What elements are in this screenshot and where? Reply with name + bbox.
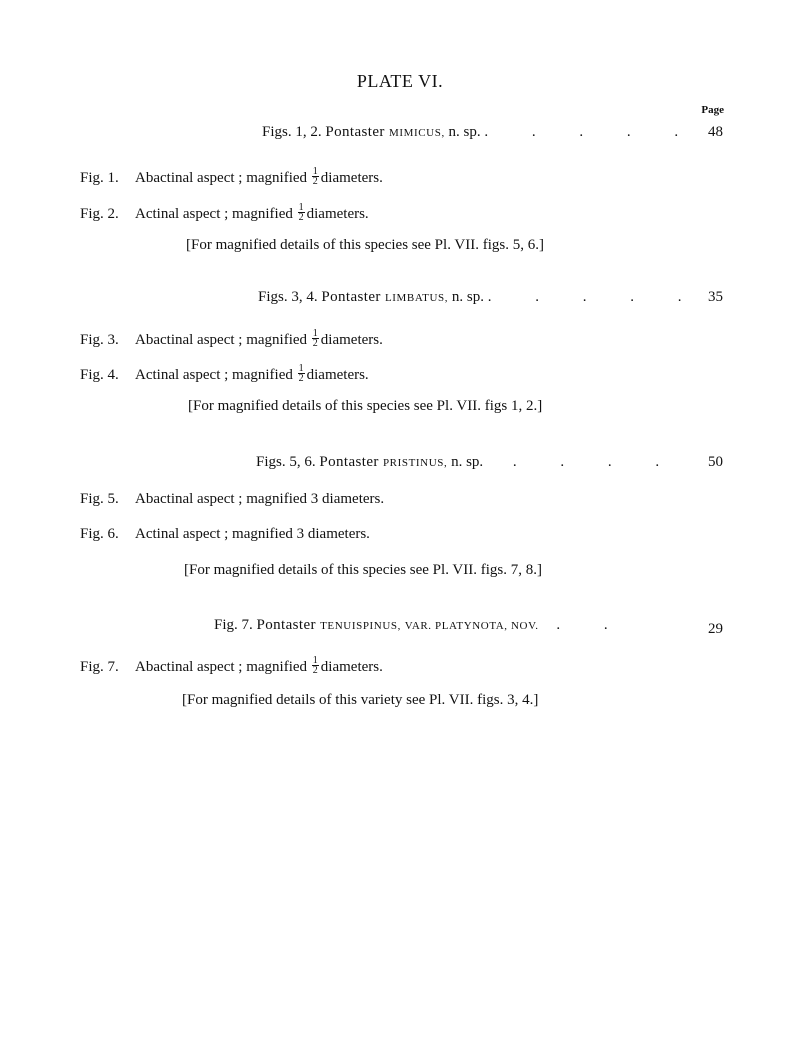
variety-suffix — [405, 617, 539, 633]
figs-label: Fig. 7. — [214, 617, 253, 633]
figure-line — [80, 656, 383, 676]
figure-label: Fig. 6. — [80, 526, 119, 542]
figure-line — [80, 167, 383, 187]
species-epithet: TENUISPINUS, — [320, 620, 401, 632]
magnified-word: magnified — [246, 332, 308, 348]
species-epithet: LIMBATUS, — [384, 292, 449, 304]
magnified-word: magnified — [232, 526, 293, 542]
figure-line — [80, 364, 369, 384]
page-number: 48 — [708, 124, 723, 140]
species-suffix: VAR. PLATYNOTA, NOV. — [404, 620, 539, 632]
figs-label: Figs. 3, 4. — [258, 289, 318, 305]
species-suffix: n. sp. — [451, 289, 484, 305]
fraction-one-half — [312, 167, 319, 186]
species-name — [321, 289, 448, 305]
magnification-value: 3 — [296, 526, 305, 542]
diameters-word: diameters. — [322, 491, 385, 507]
figure-label: Fig. 2. — [80, 206, 119, 222]
frac-numerator: 1 — [312, 655, 318, 666]
page-number: 29 — [708, 621, 723, 637]
species-epithet: MIMICUS, — [388, 127, 445, 139]
figure-label: Fig. 5. — [80, 491, 119, 507]
diameters-word: diameters. — [306, 206, 369, 222]
frac-denominator: 2 — [312, 176, 318, 187]
figure-aspect: Abactinal aspect ; — [135, 491, 243, 507]
diameters-word: diameters. — [320, 659, 383, 675]
frac-numerator: 1 — [298, 202, 304, 213]
figure-aspect: Abactinal aspect ; — [135, 332, 243, 348]
dot-leader: . . . . . — [487, 289, 702, 305]
frac-denominator: 2 — [312, 665, 318, 676]
page-number: 50 — [708, 454, 723, 470]
species-name — [325, 124, 444, 140]
magnified-word: magnified — [232, 367, 293, 383]
details-note: [For magnified details of this species see Pl. VII. figs 1, 2.] — [188, 398, 543, 414]
magnified-word: magnified — [232, 206, 293, 222]
frac-numerator: 1 — [298, 363, 304, 374]
figure-aspect: Actinal aspect ; — [135, 367, 229, 383]
plate-title: PLATE VI. — [356, 71, 444, 91]
diameters-word: diameters. — [307, 526, 370, 542]
species-name — [319, 454, 447, 470]
figure-aspect: Abactinal aspect ; — [135, 659, 243, 675]
section-heading-2 — [258, 289, 701, 306]
genus-name: Pontaster — [256, 617, 316, 633]
fraction-one-half — [312, 329, 319, 348]
magnified-word: magnified — [246, 491, 308, 507]
figs-label: Figs. 1, 2. — [262, 124, 322, 140]
page-number: 35 — [708, 289, 723, 305]
diameters-word: diameters. — [306, 367, 369, 383]
frac-denominator: 2 — [298, 212, 304, 223]
figure-aspect: Abactinal aspect ; — [135, 170, 243, 186]
details-note: [For magnified details of this species see Pl. VII. figs. 7, 8.] — [184, 562, 542, 578]
fraction-one-half — [298, 203, 305, 222]
diameters-word: diameters. — [320, 332, 383, 348]
species-suffix: n. sp. — [451, 454, 484, 470]
dot-leader: . . . . . — [484, 124, 699, 140]
figure-label: Fig. 7. — [80, 659, 119, 675]
details-note: [For magnified details of this species see Pl. VII. figs. 5, 6.] — [186, 237, 544, 253]
magnification-value: 3 — [310, 491, 319, 507]
dot-leader: . . . . — [512, 454, 680, 470]
genus-name: Pontaster — [319, 454, 379, 470]
species-name — [257, 617, 401, 633]
figure-aspect: Actinal aspect ; — [135, 206, 229, 222]
page-column-header: Page — [701, 104, 724, 116]
figure-aspect: Actinal aspect ; — [135, 526, 229, 542]
figure-label: Fig. 3. — [80, 332, 119, 348]
frac-denominator: 2 — [298, 373, 304, 384]
figure-label: Fig. 4. — [80, 367, 119, 383]
species-suffix: n. sp. — [448, 124, 481, 140]
magnified-word: magnified — [246, 659, 308, 675]
magnified-word: magnified — [246, 170, 308, 186]
frac-numerator: 1 — [312, 166, 318, 177]
figure-line — [80, 203, 369, 223]
frac-denominator: 2 — [312, 338, 318, 349]
genus-name: Pontaster — [321, 289, 381, 305]
diameters-word: diameters. — [320, 170, 383, 186]
section-heading-1 — [262, 124, 698, 141]
fraction-one-half — [298, 364, 305, 383]
figure-label: Fig. 1. — [80, 170, 119, 186]
figure-line — [80, 491, 384, 508]
section-heading-4 — [214, 617, 628, 634]
species-epithet: PRISTINUS, — [382, 457, 448, 469]
figure-line — [80, 329, 383, 349]
figs-label: Figs. 5, 6. — [256, 454, 316, 470]
details-note: [For magnified details of this variety see Pl. VII. figs. 3, 4.] — [182, 692, 539, 708]
frac-numerator: 1 — [312, 328, 318, 339]
section-heading-3 — [256, 454, 679, 471]
figure-line — [80, 526, 370, 543]
fraction-one-half — [312, 656, 319, 675]
dot-leader: . . — [556, 617, 628, 633]
genus-name: Pontaster — [325, 124, 385, 140]
